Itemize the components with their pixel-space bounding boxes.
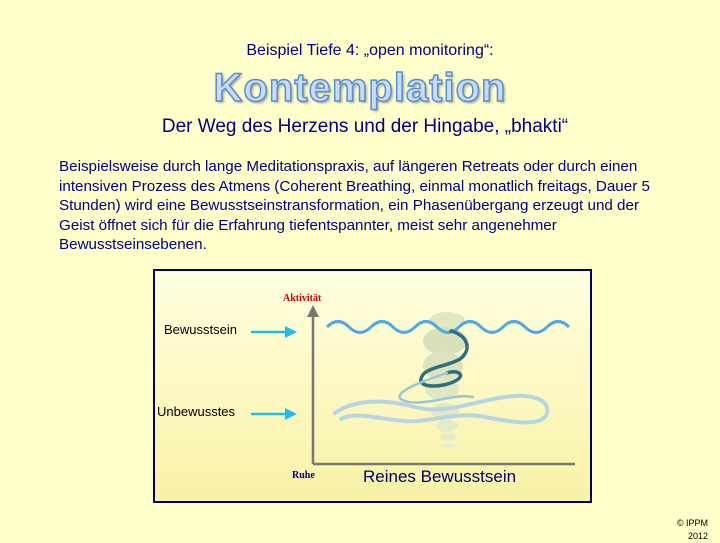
y-axis-label-activity: Aktivität (283, 293, 322, 304)
y-axis-arrowhead (307, 305, 319, 317)
arrow-unbewusstes (251, 408, 297, 420)
copyright-notice (677, 517, 708, 543)
level-label-conscious: Bewusstsein (164, 322, 237, 337)
body-paragraph: Beispielsweise durch lange Meditationspraxis, auf längeren Retreats oder durch einen intensiven Prozess des Atmens (Coherent Breathing, einmal monatlich freitags, Dauer 5 Stunden) wird eine Bewusstseinstransformation, ein Phasenübergang erzeugt und der Geist öffnet sich für die Erfahrung tiefentspannter, meist sehr angenehmer Bewusstseinsebenen. (59, 158, 650, 253)
level-label-unconscious: Unbewusstes (157, 404, 236, 419)
y-axis-label-rest: Ruhe (292, 470, 315, 481)
copyright-line-2: 2012 (687, 531, 708, 541)
arrow-bewusstsein (251, 326, 297, 338)
example-depth-line: Beispiel Tiefe 4: „open monitoring“: (246, 42, 494, 59)
copyright-line-1: © IPPM (676, 518, 708, 528)
consciousness-diagram (153, 269, 592, 503)
glow-blob-8 (443, 443, 455, 449)
glow-blob-7 (440, 433, 456, 441)
glow-blob-6 (436, 420, 458, 432)
page-title: Kontemplation (213, 66, 507, 110)
x-axis-label: Reines Bewusstsein (363, 467, 517, 486)
page-subtitle: Der Weg des Herzens und der Hingabe, „bhakti“ (161, 116, 569, 137)
